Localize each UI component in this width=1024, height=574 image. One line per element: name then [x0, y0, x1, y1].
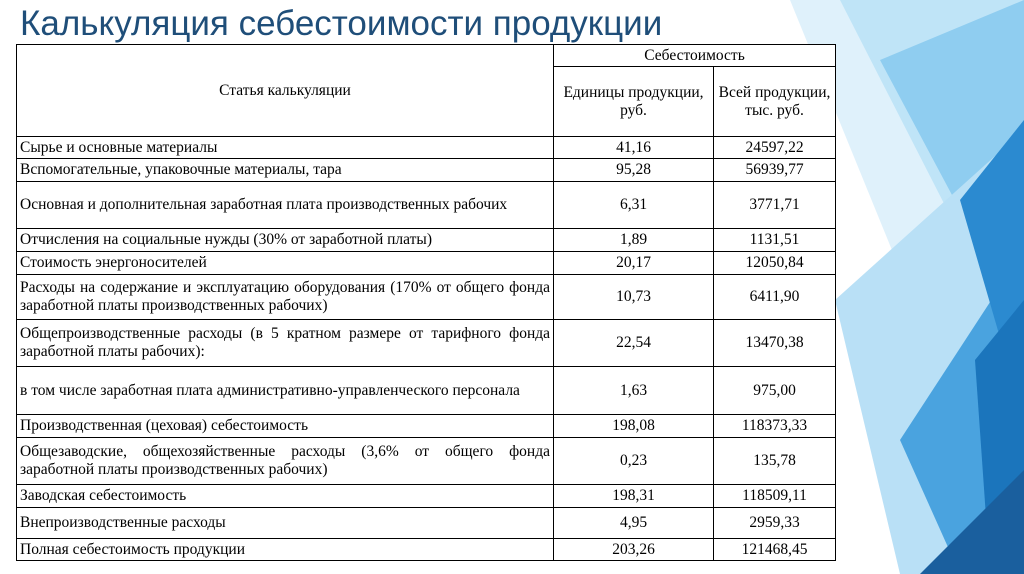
row-unit-cost: 10,73: [554, 275, 714, 320]
row-unit-cost: 198,31: [554, 485, 714, 508]
cost-calculation-table: [16, 44, 836, 561]
table-row: [17, 539, 836, 561]
table-row: [17, 159, 836, 182]
header-total: Всей продукции, тыс. руб.: [714, 67, 836, 137]
header-article: Статья калькуляции: [17, 45, 554, 137]
row-unit-cost: 4,95: [554, 508, 714, 539]
row-unit-cost: 198,08: [554, 415, 714, 438]
row-total-cost: 2959,33: [714, 508, 836, 539]
row-item: Производственная (цеховая) себестоимость: [17, 415, 554, 438]
row-unit-cost: 6,31: [554, 182, 714, 229]
row-unit-cost: 41,16: [554, 137, 714, 159]
row-item: в том числе заработная плата административно-управленческого персонала: [17, 367, 554, 415]
table-row: [17, 252, 836, 275]
row-total-cost: 12050,84: [714, 252, 836, 275]
row-total-cost: 13470,38: [714, 320, 836, 367]
row-item: Вспомогательные, упаковочные материалы, тара: [17, 159, 554, 182]
table-row: [17, 320, 836, 367]
row-item: Заводская себестоимость: [17, 485, 554, 508]
row-total-cost: 3771,71: [714, 182, 836, 229]
table-row: [17, 438, 836, 485]
row-item: Расходы на содержание и эксплуатацию оборудования (170% от общего фонда заработной платы производственных рабочих): [17, 275, 554, 320]
row-item: Полная себестоимость продукции: [17, 539, 554, 561]
row-item: Отчисления на социальные нужды (30% от заработной платы): [17, 229, 554, 252]
row-unit-cost: 1,63: [554, 367, 714, 415]
row-item: Общепроизводственные расходы (в 5 кратном размере от тарифного фонда заработной платы рабочих):: [17, 320, 554, 367]
row-total-cost: 6411,90: [714, 275, 836, 320]
table-row: [17, 275, 836, 320]
row-unit-cost: 0,23: [554, 438, 714, 485]
table-row: [17, 229, 836, 252]
table-row: [17, 137, 836, 159]
header-cost-group: Себестоимость: [554, 45, 836, 67]
row-item: Общезаводские, общехозяйственные расходы (3,6% от общего фонда заработной платы производственных рабочих): [17, 438, 554, 485]
row-total-cost: 975,00: [714, 367, 836, 415]
table-row: [17, 485, 836, 508]
row-total-cost: 1131,51: [714, 229, 836, 252]
row-total-cost: 121468,45: [714, 539, 836, 561]
header-per-unit: Единицы продукции, руб.: [554, 67, 714, 137]
table-row: [17, 415, 836, 438]
row-total-cost: 24597,22: [714, 137, 836, 159]
table-row: [17, 367, 836, 415]
row-item: Сырье и основные материалы: [17, 137, 554, 159]
row-total-cost: 56939,77: [714, 159, 836, 182]
row-item: Основная и дополнительная заработная плата производственных рабочих: [17, 182, 554, 229]
row-item: Стоимость энергоносителей: [17, 252, 554, 275]
row-unit-cost: 203,26: [554, 539, 714, 561]
row-unit-cost: 20,17: [554, 252, 714, 275]
table-row: [17, 508, 836, 539]
header-row: [17, 45, 836, 67]
row-total-cost: 118509,11: [714, 485, 836, 508]
row-total-cost: 118373,33: [714, 415, 836, 438]
slide-title: Калькуляция себестоимости продукции: [20, 4, 663, 43]
row-unit-cost: 22,54: [554, 320, 714, 367]
row-unit-cost: 1,89: [554, 229, 714, 252]
row-unit-cost: 95,28: [554, 159, 714, 182]
row-item: Внепроизводственные расходы: [17, 508, 554, 539]
row-total-cost: 135,78: [714, 438, 836, 485]
table-row: [17, 182, 836, 229]
